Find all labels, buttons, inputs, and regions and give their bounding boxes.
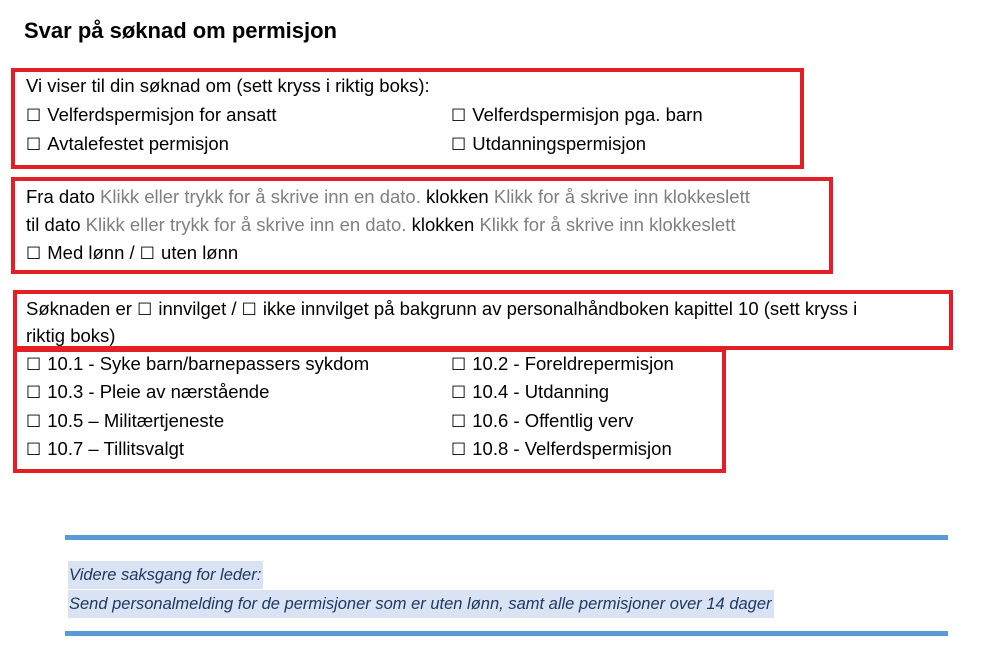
to-time-label: klokken <box>411 214 475 235</box>
chapter-label: 10.5 – Militærtjeneste <box>47 410 225 431</box>
option-label: Velferdspermisjon pga. barn <box>472 104 703 125</box>
checkbox[interactable]: ☐ <box>26 135 42 155</box>
note-top-rule <box>65 535 948 540</box>
decision-row <box>26 298 857 321</box>
chapter-label: 10.2 - Foreldrepermisjon <box>472 353 674 374</box>
decision-continuation: riktig boks) <box>26 325 116 346</box>
chapter-10-2[interactable] <box>451 353 674 376</box>
from-date-field[interactable]: Klikk eller trykk for å skrive inn en dato. <box>100 186 421 207</box>
chapter-10-6[interactable] <box>451 410 633 433</box>
document-title: Svar på søknad om permisjon <box>24 18 337 43</box>
chapter-label: 10.1 - Syke barn/barnepassers sykdom <box>47 353 370 374</box>
chapter-label: 10.8 - Velferdspermisjon <box>472 438 672 459</box>
chapter-10-8[interactable] <box>451 438 672 461</box>
checkbox[interactable]: ☐ <box>26 412 42 432</box>
from-time-label: klokken <box>425 186 489 207</box>
not-granted-label: ikke innvilget på bakgrunn av personalhåndboken kapittel 10 (sett kryss i <box>262 298 858 319</box>
chapter-10-5[interactable] <box>26 410 224 433</box>
to-date-row <box>26 214 735 236</box>
option-label: Utdanningspermisjon <box>472 133 647 154</box>
chapter-label: 10.4 - Utdanning <box>472 381 610 402</box>
option-welfare-employee[interactable] <box>26 104 277 127</box>
chapter-10-1[interactable] <box>26 353 369 376</box>
option-agreed-leave[interactable] <box>26 133 229 156</box>
to-time-field[interactable]: Klikk for å skrive inn klokkeslett <box>479 214 736 235</box>
checkbox[interactable]: ☐ <box>451 355 467 375</box>
decision-prefix: Søknaden er <box>26 298 132 319</box>
note-heading: Videre saksgang for leder: <box>68 561 263 589</box>
option-label: Avtalefestet permisjon <box>47 133 229 154</box>
option-label: Velferdspermisjon for ansatt <box>47 104 277 125</box>
option-education-leave[interactable] <box>451 133 646 156</box>
chapter-label: 10.6 - Offentlig verv <box>472 410 634 431</box>
checkbox[interactable]: ☐ <box>26 106 42 126</box>
without-pay-label: uten lønn <box>161 242 239 263</box>
checkbox[interactable]: ☐ <box>26 355 42 375</box>
not-granted-checkbox[interactable]: ☐ <box>241 300 257 320</box>
checkbox[interactable]: ☐ <box>451 135 467 155</box>
application-type-intro: Vi viser til din søknad om (sett kryss i riktig boks): <box>26 75 430 96</box>
to-date-label: til dato <box>26 214 81 235</box>
pay-row <box>26 242 238 265</box>
chapter-10-4[interactable] <box>451 381 609 404</box>
checkbox[interactable]: ☐ <box>451 412 467 432</box>
note-bottom-rule <box>65 631 948 636</box>
chapter-10-3[interactable] <box>26 381 269 404</box>
from-time-field[interactable]: Klikk for å skrive inn klokkeslett <box>493 186 750 207</box>
without-pay-checkbox[interactable]: ☐ <box>139 244 156 264</box>
chapter-10-7[interactable] <box>26 438 184 461</box>
checkbox[interactable]: ☐ <box>451 106 467 126</box>
chapter-label: 10.7 – Tillitsvalgt <box>47 438 185 459</box>
with-pay-checkbox[interactable]: ☐ <box>26 244 42 264</box>
chapter-label: 10.3 - Pleie av nærstående <box>47 381 270 402</box>
with-pay-label: Med lønn / <box>47 242 135 263</box>
note-body: Send personalmelding for de permisjoner som er uten lønn, samt alle permisjoner over 14 dager <box>68 590 774 618</box>
checkbox[interactable]: ☐ <box>26 383 42 403</box>
checkbox[interactable]: ☐ <box>451 383 467 403</box>
checkbox[interactable]: ☐ <box>451 440 467 460</box>
option-welfare-children[interactable] <box>451 104 703 127</box>
from-date-label: Fra dato <box>26 186 95 207</box>
from-date-row <box>26 186 750 208</box>
granted-checkbox[interactable]: ☐ <box>137 300 153 320</box>
granted-label: innvilget / <box>158 298 237 319</box>
to-date-field[interactable]: Klikk eller trykk for å skrive inn en dato. <box>85 214 407 235</box>
checkbox[interactable]: ☐ <box>26 440 42 460</box>
